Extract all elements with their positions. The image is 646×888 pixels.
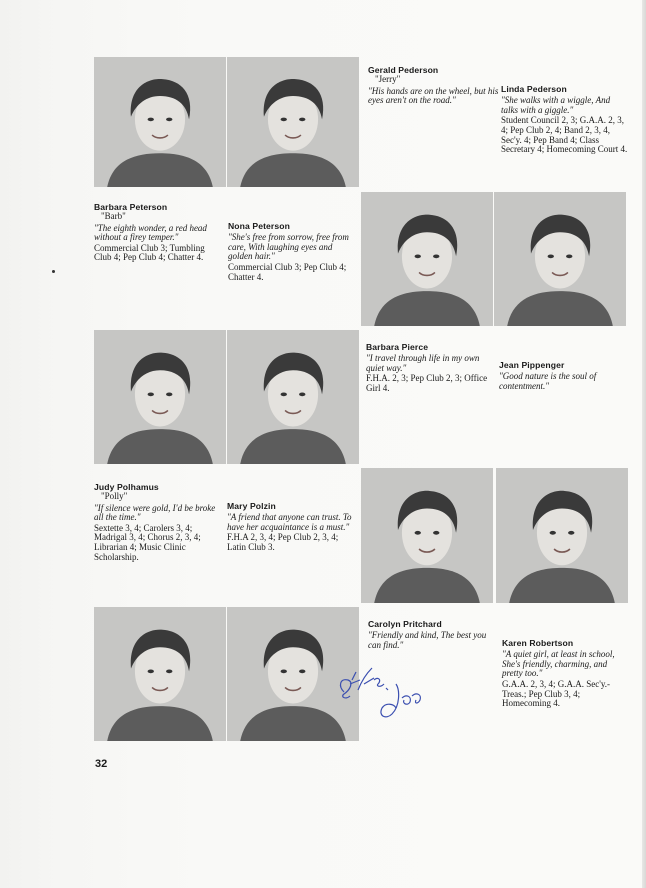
portrait-photo (94, 57, 226, 187)
student-name: Linda Pederson (501, 84, 567, 94)
student-nickname: "Polly" (101, 491, 128, 502)
student-activities: F.H.A 2, 3, 4; Pep Club 2, 3, 4; Latin Club 3. (227, 532, 339, 553)
student-entry (501, 85, 629, 155)
portrait-silhouette (494, 192, 626, 326)
student-name: Gerald Pederson (368, 65, 439, 75)
student-quote: "The eighth wonder, a red head without a firey temper." (94, 222, 207, 243)
student-activities: Commercial Club 3; Pep Club 4; Chatter 4. (228, 262, 347, 282)
student-name: Mary Polzin (227, 501, 276, 511)
handwritten-signature (330, 650, 430, 730)
portrait-silhouette (361, 192, 493, 326)
portrait-photo (361, 468, 493, 603)
student-activities: Commercial Club 3; Tumbling Club 4; Pep Club 4; Chatter 4. (94, 242, 205, 263)
student-entry (499, 361, 626, 391)
student-entry (368, 66, 500, 106)
student-name: Nona Peterson (228, 221, 290, 231)
portrait-photo (494, 192, 626, 326)
portrait-silhouette (94, 330, 226, 464)
student-name: Barbara Peterson (94, 202, 168, 212)
student-activities: Student Council 2, 3; G.A.A. 2, 3, 4; Pep Club 2, 4; Band 2, 3, 4, Sec'y. 4; Pep Band 4; Class Secretary 4; Homecoming Court 4. (501, 115, 628, 155)
page-edge (642, 0, 646, 888)
student-entry (366, 343, 494, 394)
student-quote: "A friend that anyone can trust. To have her acquaintance is a must." (227, 512, 352, 532)
portrait-silhouette (361, 468, 493, 603)
portrait-silhouette (227, 330, 359, 464)
student-entry (502, 639, 627, 709)
portrait-photo (361, 192, 493, 326)
student-entry (227, 502, 357, 553)
student-activities: G.A.A. 2, 3, 4; G.A.A. Sec'y.-Treas.; Pep Club 3, 4; Homecoming 4. (502, 679, 611, 709)
student-quote: "She walks with a wiggle, And talks with a giggle." (501, 95, 611, 115)
student-name: Barbara Pierce (366, 342, 429, 352)
student-entry (94, 483, 224, 562)
student-quote: "I travel through life in my own quiet way." (366, 353, 480, 373)
student-quote: "If silence were gold, I'd be broke all the time." (94, 502, 216, 523)
portrait-photo (227, 57, 359, 187)
student-name: Karen Robertson (502, 638, 574, 648)
student-quote: "His hands are on the wheel, but his eyes aren't on the road." (368, 85, 499, 106)
student-quote: "She's free from sorrow, free from care, With laughing eyes and golden hair." (228, 232, 349, 262)
student-entry (94, 203, 224, 263)
portrait-photo (496, 468, 628, 603)
student-name: Carolyn Pritchard (368, 619, 442, 629)
portrait-silhouette (94, 57, 226, 187)
portrait-photo (227, 330, 359, 464)
student-name: Judy Polhamus (94, 482, 159, 492)
page-number: 32 (95, 758, 108, 770)
student-quote: "A quiet girl, at least in school, She's friendly, charming, and pretty too." (502, 649, 615, 679)
portrait-photo (94, 607, 226, 741)
student-quote: "Good nature is the soul of contentment." (499, 371, 597, 391)
student-nickname: "Jerry" (375, 74, 401, 85)
page-mark (52, 270, 55, 273)
portrait-photo (94, 330, 226, 464)
portrait-silhouette (94, 607, 226, 741)
student-nickname: "Barb" (101, 211, 126, 222)
portrait-silhouette (496, 468, 628, 603)
student-quote: "Friendly and kind, The best you can find." (368, 630, 487, 650)
student-name: Jean Pippenger (499, 360, 565, 370)
student-activities: F.H.A. 2, 3; Pep Club 2, 3; Office Girl 4. (366, 373, 488, 394)
student-entry (368, 620, 496, 650)
student-activities: Sextette 3, 4; Carolers 3, 4; Madrigal 3, 4; Chorus 2, 3, 4; Librarian 4; Music Clinic Scholarship. (94, 522, 201, 562)
student-entry (228, 222, 358, 282)
portrait-silhouette (227, 57, 359, 187)
